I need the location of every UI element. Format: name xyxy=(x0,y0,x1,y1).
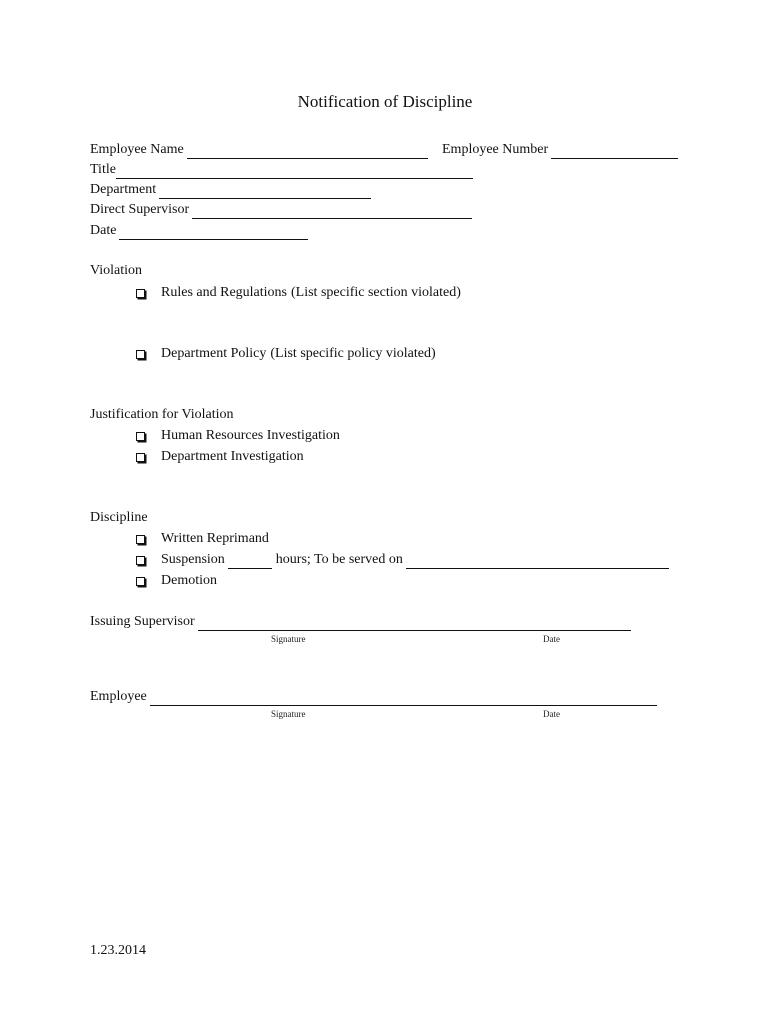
discipline-reprimand-option[interactable] xyxy=(136,530,269,548)
employee-name-row xyxy=(90,141,428,159)
justification-department-option[interactable] xyxy=(136,448,304,466)
discipline-heading: Discipline xyxy=(90,510,148,525)
date-label: Date xyxy=(90,223,117,238)
option-note: (List specific policy violated) xyxy=(270,346,436,361)
footer-date: 1.23.2014 xyxy=(90,943,146,958)
option-mid-text: hours; To be served on xyxy=(275,552,403,567)
direct-supervisor-row xyxy=(90,201,472,219)
date-caption: Date xyxy=(543,634,560,644)
option-note: (List specific section violated) xyxy=(291,285,461,300)
employee-number-label: Employee Number xyxy=(442,142,549,157)
option-label: Department Investigation xyxy=(161,449,304,464)
discipline-demotion-option[interactable] xyxy=(136,572,217,590)
option-label: Department Policy xyxy=(161,346,267,361)
department-field[interactable] xyxy=(159,184,371,199)
direct-supervisor-field[interactable] xyxy=(192,204,472,219)
employee-signature-row xyxy=(90,688,657,706)
checkbox[interactable] xyxy=(136,453,145,462)
suspension-hours-field[interactable] xyxy=(228,554,272,569)
page-title: Notification of Discipline xyxy=(297,92,473,111)
checkbox[interactable] xyxy=(136,535,145,544)
issuing-supervisor-label: Issuing Supervisor xyxy=(90,614,195,629)
issuing-supervisor-row xyxy=(90,613,631,631)
direct-supervisor-label: Direct Supervisor xyxy=(90,202,190,217)
employee-number-row xyxy=(442,141,678,159)
department-label: Department xyxy=(90,182,157,197)
employee-name-label: Employee Name xyxy=(90,142,184,157)
violation-rules-option[interactable] xyxy=(136,284,461,302)
option-label: Human Resources Investigation xyxy=(161,428,340,443)
employee-signature-field[interactable] xyxy=(150,691,657,706)
date-field[interactable] xyxy=(119,225,308,240)
checkbox[interactable] xyxy=(136,556,145,565)
discipline-suspension-option[interactable] xyxy=(136,551,669,569)
option-label: Rules and Regulations xyxy=(161,285,287,300)
checkbox[interactable] xyxy=(136,350,145,359)
department-row xyxy=(90,181,371,199)
signature-caption: Signature xyxy=(271,634,306,644)
title-label: Title xyxy=(90,162,116,177)
issuing-supervisor-signature-field[interactable] xyxy=(198,616,631,631)
date-caption: Date xyxy=(543,709,560,719)
justification-heading: Justification for Violation xyxy=(90,407,234,422)
violation-heading: Violation xyxy=(90,263,143,278)
title-row xyxy=(90,161,473,179)
option-label: Suspension xyxy=(161,552,225,567)
option-label: Demotion xyxy=(161,573,217,588)
employee-number-field[interactable] xyxy=(551,144,678,159)
checkbox[interactable] xyxy=(136,289,145,298)
title-field[interactable] xyxy=(116,164,473,179)
checkbox[interactable] xyxy=(136,432,145,441)
date-row xyxy=(90,222,308,240)
employee-name-field[interactable] xyxy=(187,144,428,159)
suspension-date-field[interactable] xyxy=(406,554,669,569)
violation-policy-option[interactable] xyxy=(136,345,436,363)
checkbox[interactable] xyxy=(136,577,145,586)
justification-hr-option[interactable] xyxy=(136,427,340,445)
signature-caption: Signature xyxy=(271,709,306,719)
employee-label: Employee xyxy=(90,689,147,704)
option-label: Written Reprimand xyxy=(161,531,269,546)
